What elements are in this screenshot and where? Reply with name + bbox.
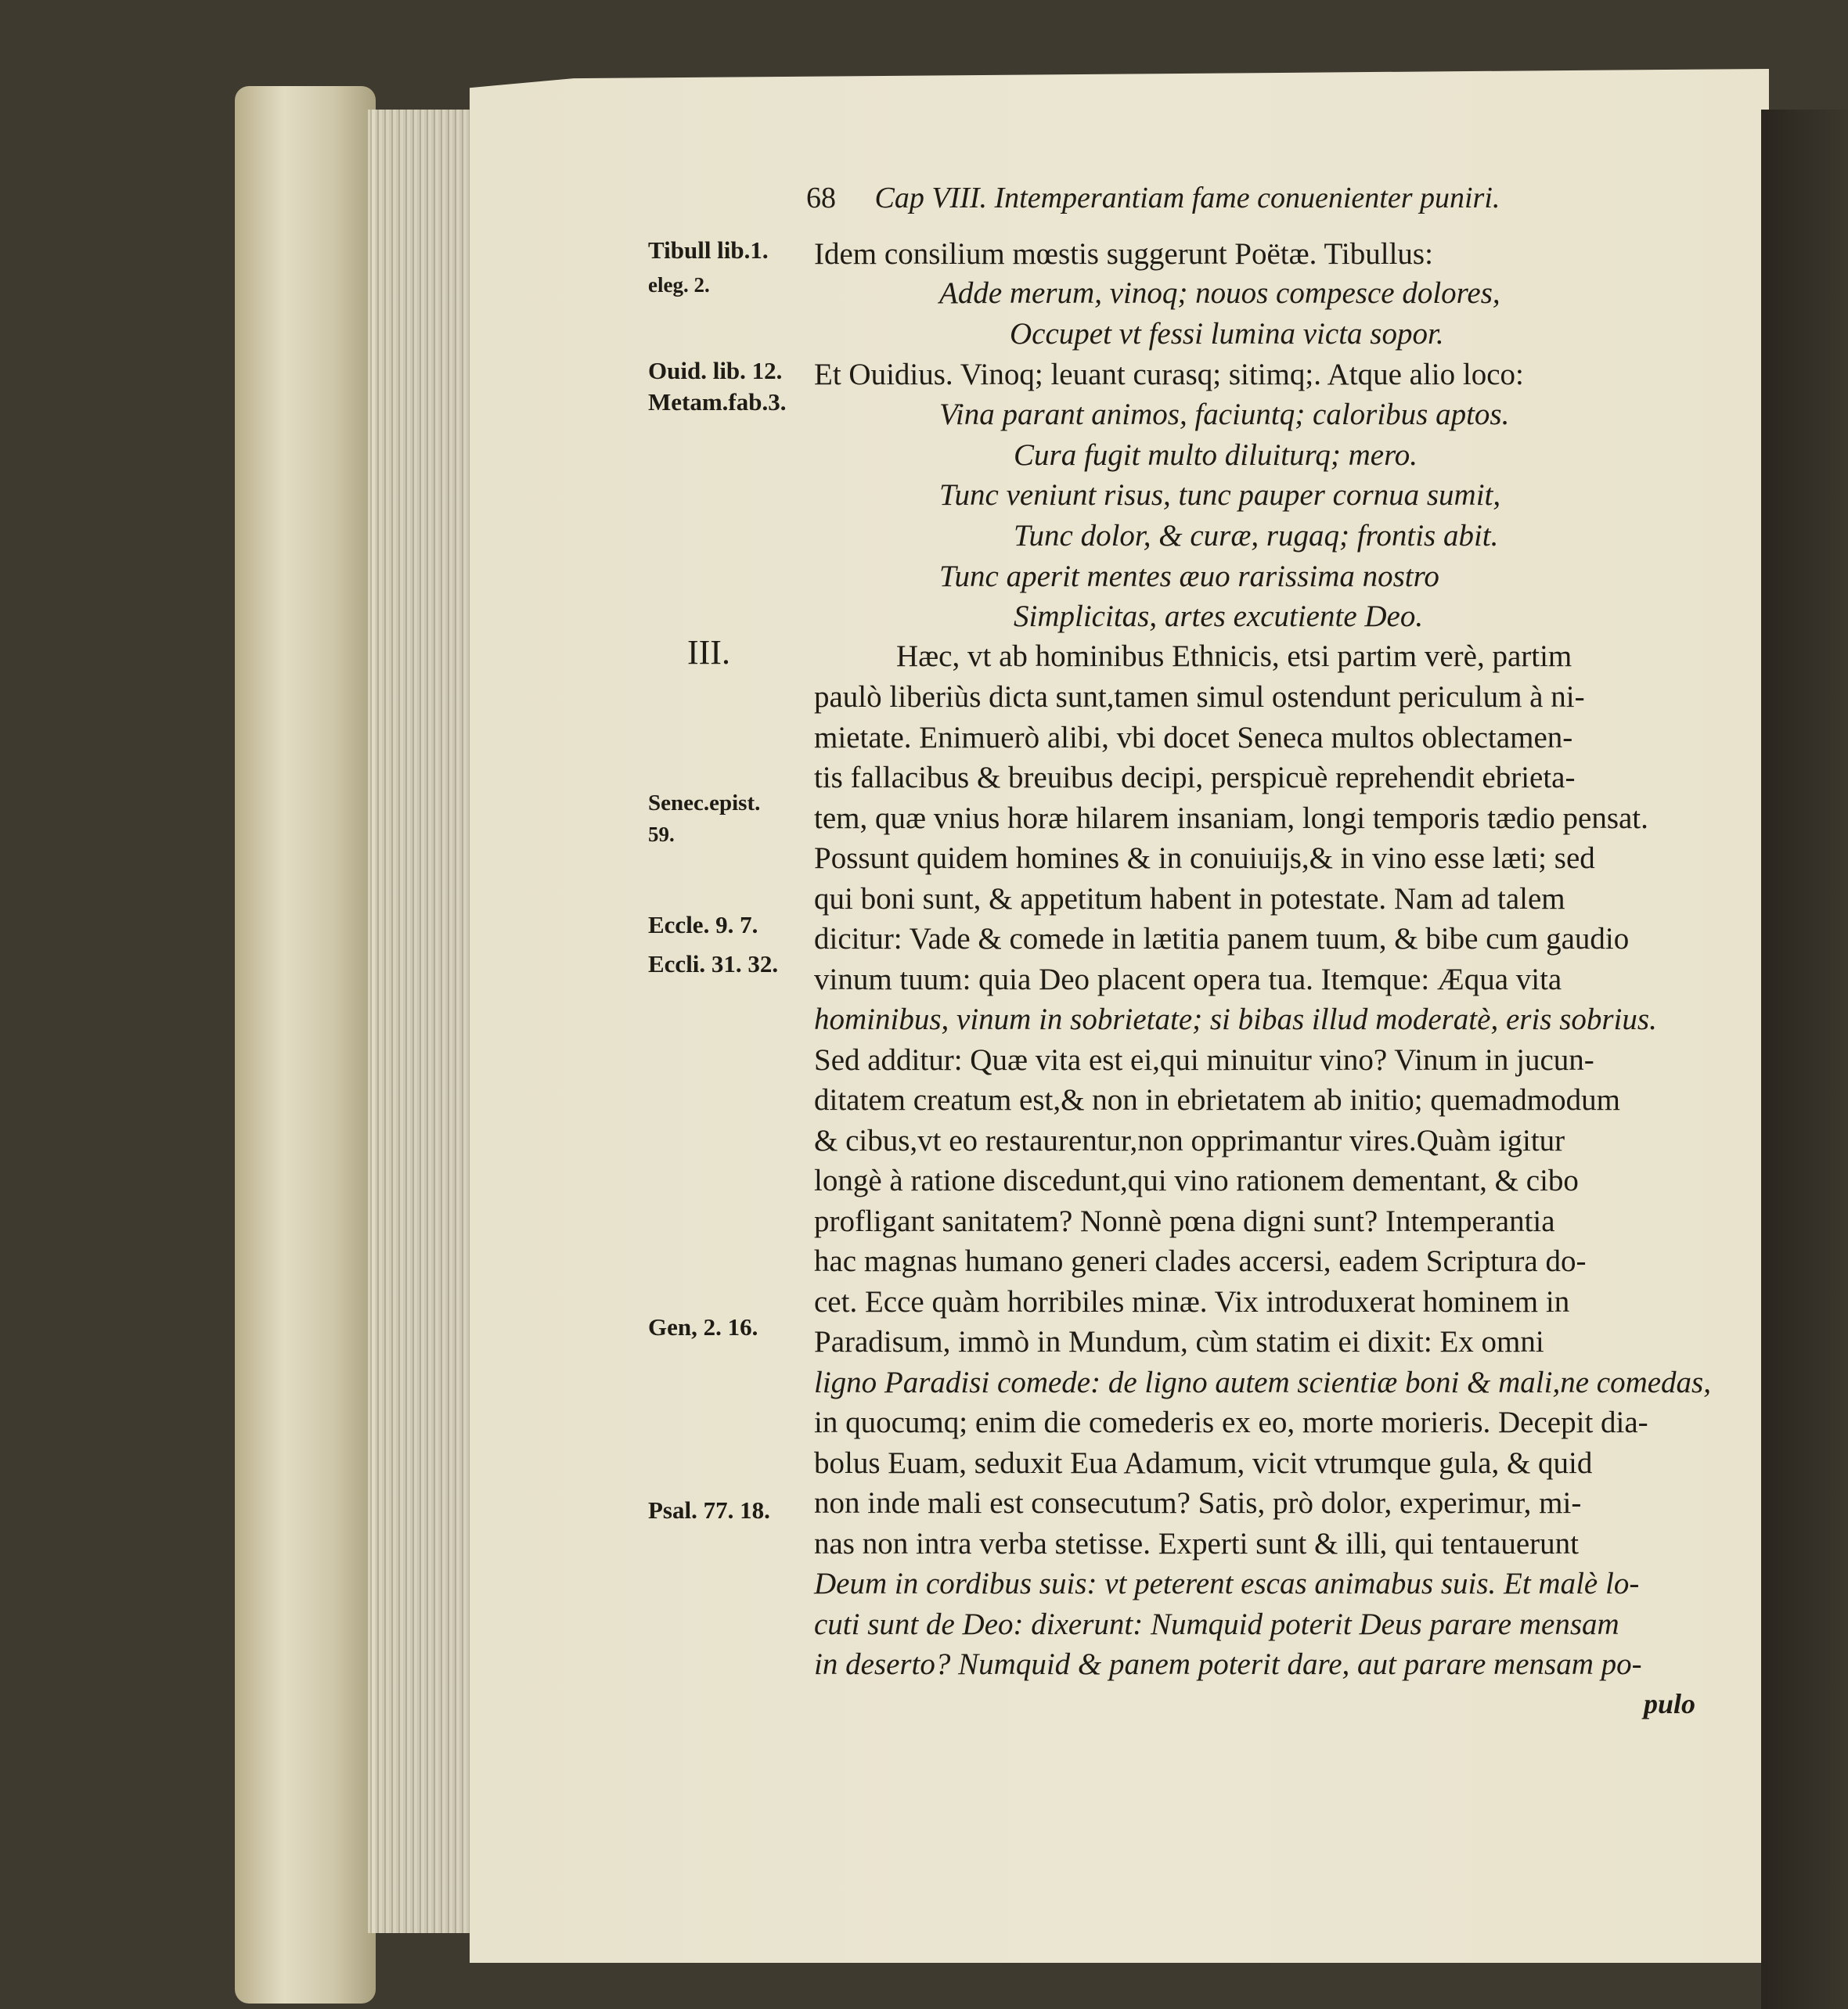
- text-line: cet. Ecce quàm horribiles minæ. Vix introduxerat hominem in: [814, 1285, 1570, 1319]
- margin-note: Gen, 2. 16.: [648, 1313, 758, 1341]
- text-line: hominibus, vinum in sobrietate; si bibas illud moderatè, eris sobrius.: [814, 1003, 1657, 1036]
- running-title: Cap VIII. Intemperantiam fame conuenienter puniri.: [874, 182, 1500, 214]
- text-line: mietate. Enimuerò alibi, vbi docet Seneca multos oblectamen-: [814, 721, 1573, 754]
- margin-note: Ouid. lib. 12.: [648, 357, 783, 384]
- verse-line: Tunc dolor, & curæ, rugaq; frontis abit.: [1014, 519, 1499, 553]
- verse-line: Cura fugit multo diluiturq; mero.: [1014, 438, 1418, 472]
- page-number: 68: [806, 182, 836, 214]
- text-line: non inde mali est consecutum? Satis, prò dolor, experimur, mi-: [814, 1486, 1582, 1520]
- book-spine: [235, 86, 376, 2004]
- text-line: profligant sanitatem? Nonnè pœna digni sunt? Intemperantia: [814, 1204, 1555, 1238]
- margin-note: Eccle. 9. 7.: [648, 911, 758, 938]
- text-line: bolus Euam, seduxit Eua Adamum, vicit vtrumque gula, & quid: [814, 1446, 1593, 1480]
- text-line: Sed additur: Quæ vita est ei,qui minuitur vino? Vinum in jucun-: [814, 1043, 1594, 1077]
- text-line: in quocumq; enim die comederis ex eo, morte morieris. Decepit dia-: [814, 1406, 1648, 1439]
- text-line: Et Ouidius. Vinoq; leuant curasq; sitimq;. Atque alio loco:: [814, 358, 1524, 391]
- running-header: [806, 178, 1500, 218]
- text-line: hac magnas humano generi clades accersi, eadem Scriptura do-: [814, 1244, 1587, 1278]
- text-line: Possunt quidem homines & in conuiuijs,& in vino esse læti; sed: [814, 841, 1595, 875]
- text-line: ditatem creatum est,& non in ebrietatem ab initio; quemadmodum: [814, 1083, 1620, 1117]
- text-line: Hæc, vt ab hominibus Ethnicis, etsi partim verè, partim: [896, 639, 1572, 673]
- text-line: in deserto? Numquid & panem poterit dare, aut parare mensam po-: [814, 1647, 1642, 1681]
- text-line: ligno Paradisi comede: de ligno autem scientiæ boni & mali,ne comedas,: [814, 1366, 1711, 1399]
- text-line: Deum in cordibus suis: vt peterent escas animabus suis. Et malè lo-: [814, 1567, 1640, 1600]
- verse-line: Vina parant animos, faciuntq; caloribus aptos.: [939, 398, 1510, 431]
- margin-note: 59.: [648, 823, 675, 846]
- text-line: tis fallacibus & breuibus decipi, perspicuè reprehendit ebrieta-: [814, 761, 1576, 794]
- margin-note: Psal. 77. 18.: [648, 1496, 770, 1524]
- verse-line: Occupet vt fessi lumina victa sopor.: [1010, 317, 1444, 351]
- facing-page-edge: [1761, 110, 1848, 2009]
- verse-line: Tunc veniunt risus, tunc pauper cornua sumit,: [939, 478, 1501, 512]
- margin-note: Metam.fab.3.: [648, 388, 787, 416]
- text-line: paulò liberiùs dicta sunt,tamen simul ostendunt periculum à ni-: [814, 680, 1585, 714]
- margin-note: Senec.epist.: [648, 790, 761, 815]
- text-line: & cibus,vt eo restaurentur,non opprimantur vires.Quàm igitur: [814, 1124, 1565, 1158]
- text-line: Idem consilium mœstis suggerunt Poëtæ. Tibullus:: [814, 237, 1433, 271]
- margin-note: Eccli. 31. 32.: [648, 950, 779, 977]
- verse-line: Tunc aperit mentes æuo rarissima nostro: [939, 560, 1439, 593]
- text-line: tem, quæ vnius horæ hilarem insaniam, longi temporis tædio pensat.: [814, 801, 1648, 835]
- margin-note: Tibull lib.1.: [648, 236, 769, 264]
- text-line: vinum tuum: quia Deo placent opera tua. Itemque: Æqua vita: [814, 963, 1562, 996]
- catchword: pulo: [1644, 1688, 1696, 1719]
- text-line: qui boni sunt, & appetitum habent in potestate. Nam ad talem: [814, 882, 1565, 916]
- section-numeral: III.: [687, 633, 730, 671]
- text-line: cuti sunt de Deo: dixerunt: Numquid poterit Deus parare mensam: [814, 1608, 1619, 1641]
- text-line: nas non intra verba stetisse. Experti sunt & illi, qui tentauerunt: [814, 1527, 1579, 1561]
- text-line: Paradisum, immò in Mundum, cùm statim ei dixit: Ex omni: [814, 1325, 1544, 1359]
- text-line: dicitur: Vade & comede in lætitia panem tuum, & bibe cum gaudio: [814, 922, 1630, 956]
- verse-line: Simplicitas, artes excutiente Deo.: [1014, 599, 1424, 633]
- text-line: longè à ratione discedunt,qui vino rationem dementant, & cibo: [814, 1164, 1579, 1197]
- margin-note: eleg. 2.: [648, 273, 710, 297]
- page-edges: [368, 110, 485, 1933]
- verse-line: Adde merum, vinoq; nouos compesce dolores,: [939, 276, 1500, 310]
